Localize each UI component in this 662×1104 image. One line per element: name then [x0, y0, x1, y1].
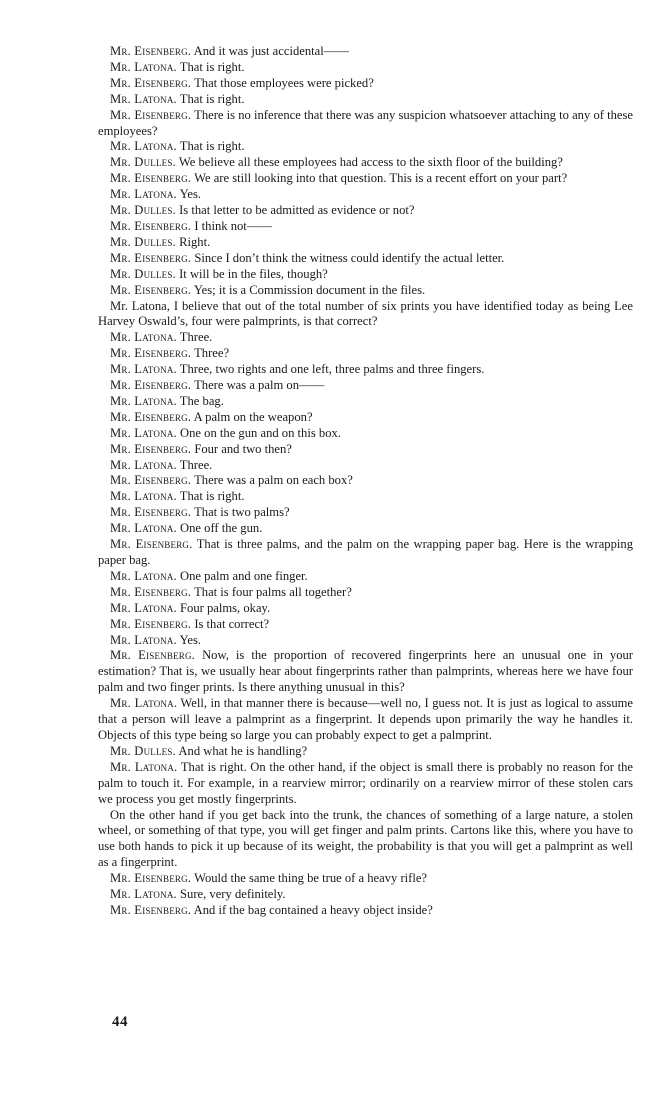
speaker-name: Mr. Eisenberg.: [110, 902, 192, 917]
transcript-paragraph: [98, 394, 633, 410]
transcript-paragraph: [98, 760, 633, 808]
speech-text: That is right.: [179, 489, 245, 504]
speaker-name: Mr. Latona.: [110, 568, 177, 583]
speech-text: There is no inference that there was any suspicion whatsoever attaching to any of these employees?: [98, 107, 633, 138]
transcript-paragraph: [98, 267, 633, 283]
transcript-paragraph: [98, 108, 633, 140]
speaker-name: Mr. Eisenberg.: [110, 871, 192, 886]
speech-text: A palm on the weapon?: [193, 409, 313, 424]
transcript-paragraph: [98, 299, 633, 331]
speech-text: And it was just accidental——: [193, 44, 349, 58]
speech-text: Is that correct?: [194, 616, 270, 631]
speaker-name: Mr. Latona.: [110, 696, 178, 711]
speech-text: It will be in the files, though?: [179, 266, 328, 281]
transcript-paragraph: [98, 362, 633, 378]
transcript-paragraph: [98, 505, 633, 521]
speaker-name: Mr. Dulles.: [110, 155, 176, 170]
transcript-paragraph: [98, 378, 633, 394]
speech-text: Three.: [179, 330, 213, 345]
speech-text: Sure, very definitely.: [180, 887, 286, 902]
transcript-paragraph: [98, 410, 633, 426]
speech-text: That is right.: [179, 59, 245, 74]
speech-text: That is right. On the other hand, if the object is small there is probably no reason for the palm to touch it. For example, in a rearview mirror; ordinarily on a rearview mirror of these stolen cars we process you get mostly fingerprints.: [98, 759, 634, 806]
speaker-name: Mr. Eisenberg.: [110, 218, 192, 233]
speaker-name: Mr. Eisenberg.: [110, 75, 192, 90]
transcript-paragraph: [98, 617, 633, 633]
speaker-name: Mr. Eisenberg.: [110, 616, 192, 631]
page-number: 44: [112, 1014, 128, 1030]
speaker-name: Mr. Latona.: [110, 521, 177, 536]
speaker-name: Mr. Latona.: [110, 759, 178, 774]
transcript-paragraph: [98, 696, 633, 744]
speech-text: There was a palm on——: [194, 378, 325, 393]
transcript-paragraph: [98, 76, 633, 92]
speech-text: Three?: [194, 346, 230, 361]
transcript-paragraph: [98, 283, 633, 299]
speech-text: Right.: [179, 234, 211, 249]
speech-text: And if the bag contained a heavy object inside?: [193, 902, 433, 917]
transcript-paragraph: [98, 808, 633, 872]
transcript-paragraph: [98, 330, 633, 346]
speech-text: Three, two rights and one left, three palms and three fingers.: [179, 362, 485, 377]
speech-text: That is three palms, and the palm on the wrapping paper bag. Here is the wrapping paper bag.: [98, 537, 633, 567]
speaker-name: Mr. Eisenberg.: [110, 648, 196, 663]
speech-text: Would the same thing be true of a heavy rifle?: [194, 871, 428, 886]
speaker-name: Mr. Latona.: [110, 632, 177, 647]
transcript-paragraph: [98, 648, 633, 696]
speech-text: Well, in that manner there is because—well no, I guess not. It is just as logical to assume that a person will leave a palmprint as a fingerprint. It depends upon primarily the way he handles it. Objects of this type being so large you can probably expect to get a palmprint.: [98, 696, 633, 742]
speech-text: The bag.: [179, 393, 224, 408]
speaker-name: Mr. Dulles.: [110, 234, 176, 249]
speech-text: Yes.: [179, 632, 202, 647]
speech-text: That is right.: [179, 91, 245, 106]
transcript-paragraph: [98, 871, 633, 887]
speech-text: Four and two then?: [194, 441, 292, 456]
speech-text: On the other hand if you get back into the trunk, the chances of something of a large nature, a stolen wheel, or something of that type, you will get finger and palm prints. Cartons like this, where you have to use both hands to pick it up because of its weight, the probability is that you will get a palmprint as well as a fingerprint.: [98, 807, 633, 870]
transcript-paragraph: [98, 601, 633, 617]
speaker-name: Mr. Eisenberg.: [110, 378, 192, 393]
transcript-paragraph: [98, 633, 633, 649]
testimony-transcript: [98, 44, 633, 919]
transcript-paragraph: [98, 219, 633, 235]
transcript-paragraph: [98, 537, 633, 569]
transcript-paragraph: [98, 426, 633, 442]
transcript-paragraph: [98, 887, 633, 903]
transcript-paragraph: [98, 585, 633, 601]
transcript-paragraph: [98, 346, 633, 362]
speaker-name: Mr. Latona.: [110, 393, 177, 408]
transcript-paragraph: [98, 171, 633, 187]
speaker-name: Mr. Eisenberg.: [110, 107, 192, 122]
transcript-paragraph: [98, 251, 633, 267]
speaker-name: Mr. Eisenberg.: [110, 44, 192, 58]
transcript-paragraph: [98, 569, 633, 585]
speech-text: That is right.: [179, 139, 245, 154]
speech-text: One off the gun.: [180, 521, 263, 536]
speaker-name: Mr. Eisenberg.: [110, 409, 192, 424]
speaker-name: Mr. Eisenberg.: [110, 537, 193, 552]
speaker-name: Mr. Eisenberg.: [110, 171, 192, 186]
speech-text: One palm and one finger.: [180, 568, 308, 583]
speaker-name: Mr. Latona.: [110, 91, 177, 106]
speech-text: Yes; it is a Commission document in the files.: [193, 282, 426, 297]
speech-text: Is that letter to be admitted as evidence or not?: [179, 203, 415, 218]
transcript-paragraph: [98, 442, 633, 458]
transcript-paragraph: [98, 473, 633, 489]
speaker-name: Mr. Latona.: [110, 600, 177, 615]
speaker-name: Mr. Latona.: [110, 330, 177, 345]
speaker-name: Mr. Latona.: [110, 425, 177, 440]
speech-text: We are still looking into that question. This is a recent effort on your part?: [194, 171, 568, 186]
speech-text: Yes.: [179, 187, 202, 202]
speech-text: There was a palm on each box?: [194, 473, 353, 488]
transcript-paragraph: [98, 903, 633, 919]
speaker-name: Mr. Latona.: [110, 187, 177, 202]
speech-text: That is four palms all together?: [194, 584, 352, 599]
speaker-name: Mr. Dulles.: [110, 743, 176, 758]
speaker-name: Mr. Eisenberg.: [110, 282, 192, 297]
speaker-name: Mr. Latona.: [110, 139, 177, 154]
speech-text: We believe all these employees had access to the sixth floor of the building?: [178, 155, 563, 170]
transcript-paragraph: [98, 44, 633, 60]
speaker-name: Mr. Latona.: [110, 457, 177, 472]
speech-text: Three.: [179, 457, 213, 472]
speech-text: Four palms, okay.: [180, 600, 271, 615]
transcript-paragraph: [98, 60, 633, 76]
speech-text: That those employees were picked?: [194, 75, 374, 90]
speaker-name: Mr. Eisenberg.: [110, 441, 192, 456]
transcript-paragraph: [98, 489, 633, 505]
transcript-paragraph: [98, 203, 633, 219]
speaker-name: Mr. Latona.: [110, 59, 177, 74]
transcript-paragraph: [98, 155, 633, 171]
speaker-name: Mr. Dulles.: [110, 266, 176, 281]
speaker-name: Mr. Eisenberg.: [110, 250, 192, 265]
speaker-name: Mr. Eisenberg.: [110, 584, 192, 599]
transcript-paragraph: [98, 92, 633, 108]
speech-text: One on the gun and on this box.: [180, 425, 341, 440]
speech-text: Mr. Latona, I believe that out of the total number of six prints you have identified today as being Lee Harvey Oswald’s, four were palmprints, is that correct?: [98, 298, 633, 329]
speaker-name: Mr. Latona.: [110, 489, 177, 504]
speaker-name: Mr. Dulles.: [110, 203, 176, 218]
speech-text: And what he is handling?: [178, 743, 308, 758]
transcript-paragraph: [98, 744, 633, 760]
transcript-paragraph: [98, 235, 633, 251]
transcript-paragraph: [98, 521, 633, 537]
speech-text: Now, is the proportion of recovered fingerprints here an unusual one in your estimation? That is, we usually hear about fingerprints rather than palmprints, whereas here we have four palm and two finger prints. Is there anything unusual in this?: [98, 648, 633, 695]
speech-text: That is two palms?: [194, 505, 290, 520]
speech-text: I think not——: [194, 218, 272, 233]
transcript-paragraph: [98, 139, 633, 155]
speaker-name: Mr. Eisenberg.: [110, 473, 192, 488]
speaker-name: Mr. Eisenberg.: [110, 505, 192, 520]
speaker-name: Mr. Eisenberg.: [110, 346, 192, 361]
speech-text: Since I don’t think the witness could identify the actual letter.: [194, 250, 505, 265]
transcript-paragraph: [98, 458, 633, 474]
transcript-paragraph: [98, 187, 633, 203]
speaker-name: Mr. Latona.: [110, 362, 177, 377]
speaker-name: Mr. Latona.: [110, 887, 177, 902]
